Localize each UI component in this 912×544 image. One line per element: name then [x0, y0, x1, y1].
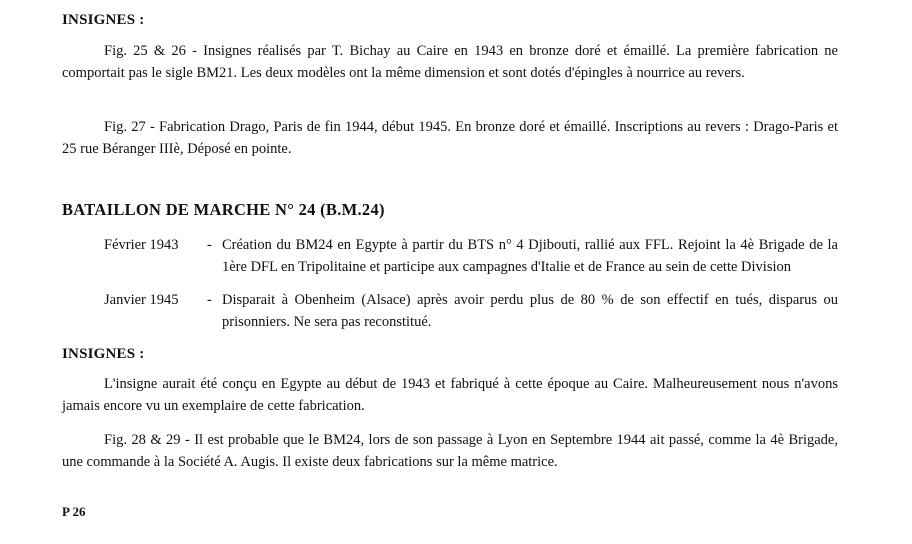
section-title: BATAILLON DE MARCHE N° 24 (B.M.24): [62, 200, 385, 219]
chronology-entry: Disparait à Obenheim (Alsace) après avoir perdu plus de 80 % de son effectif en tués, disparus ou prisonniers. Ne sera pas reconstitué.: [222, 292, 838, 330]
chronology-date: Janvier 1945: [104, 292, 179, 308]
insignes-paragraph-fig27: Fig. 27 - Fabrication Drago, Paris de fin 1944, début 1945. En bronze doré et émaillé. Inscriptions au revers : Drago-Paris et 25 rue Béranger IIIè, Déposé en pointe.: [62, 119, 838, 157]
chronology-dash: -: [207, 292, 212, 308]
insignes-heading-1: INSIGNES :: [62, 12, 145, 28]
insignes-paragraph-fig28-29: Fig. 28 & 29 - Il est probable que le BM24, lors de son passage à Lyon en Septembre 1944 ait passé, comme la 4è Brigade, une commande à la Société A. Augis. Il existe deux fabrications sur la même matrice.: [62, 432, 838, 470]
insignes-paragraph-fig25-26: Fig. 25 & 26 - Insignes réalisés par T. Bichay au Caire en 1943 en bronze doré et émaillé. La première fabrication ne comportait pas le sigle BM21. Les deux modèles ont la même dimension et sont dotés d'épingles à nourrice au revers.: [62, 43, 838, 81]
chronology-entry: Création du BM24 en Egypte à partir du BTS n° 4 Djibouti, rallié aux FFL. Rejoint la 4è Brigade de la 1ère DFL en Tripolitaine et participe aux campagnes d'Italie et de France au sein de cette Division: [222, 237, 838, 275]
page-number: P 26: [62, 504, 86, 519]
insignes-paragraph-origin: L'insigne aurait été conçu en Egypte au début de 1943 et fabriqué à cette époque au Caire. Malheureusement nous n'avons jamais encore vu un exemplaire de cette fabrication.: [62, 376, 838, 414]
chronology-dash: -: [207, 237, 212, 253]
chronology-date: Février 1943: [104, 237, 179, 253]
insignes-heading-2: INSIGNES :: [62, 346, 145, 362]
